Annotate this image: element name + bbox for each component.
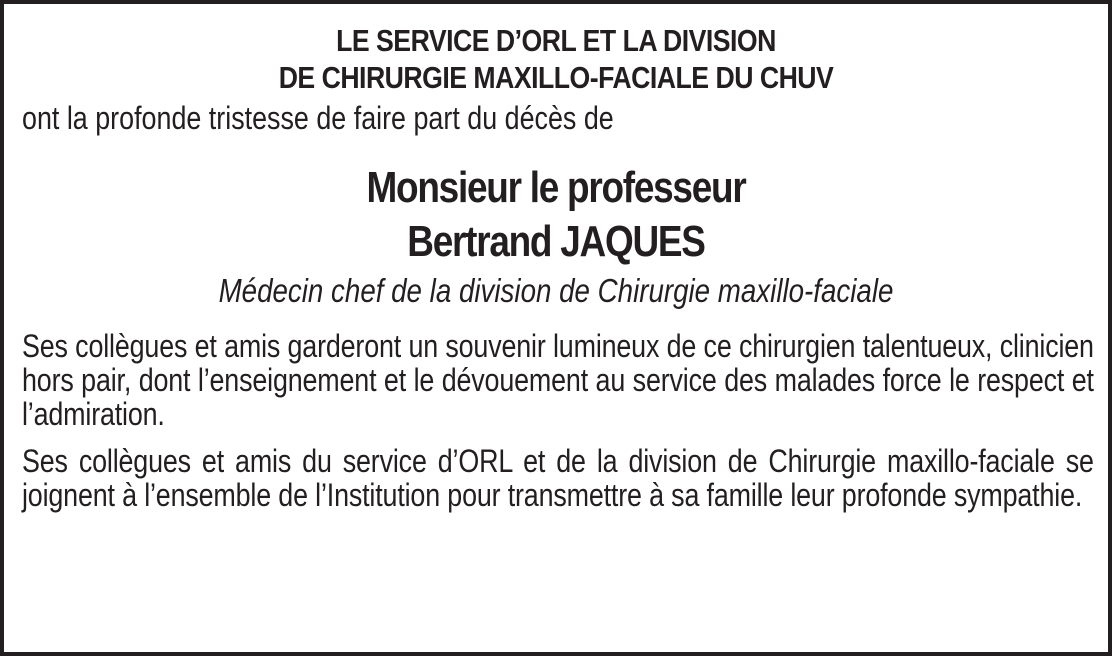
notice-header (97, 22, 1015, 96)
deceased-role: Médecin chef de la division de Chirurgie maxillo-faciale (218, 272, 894, 309)
deceased-name: Bertrand JAQUES (407, 217, 705, 266)
header-line-2: DE CHIRURGIE MAXILLO-FACIALE DU CHUV (278, 60, 834, 95)
deceased-title: Monsieur le professeur (366, 163, 746, 212)
tribute-paragraph-2: Ses collègues et amis du service d’ORL et de la division de Chirurgie maxillo-faciale se joignent à l’ensemble de l’Institution pour transmettre à sa famille leur profonde sympathie. (22, 443, 1094, 513)
deceased-name-block (107, 161, 1004, 269)
intro-text: ont la profonde tristesse de faire part du décès de (22, 100, 614, 136)
tribute-paragraph-1: Ses collègues et amis garderont un souvenir lumineux de ce chirurgien talentueux, clinicien hors pair, dont l’enseignement et le dévouement au service des malades force le respect et l’admiration. (22, 328, 1094, 432)
header-line-1: LE SERVICE D’ORL ET LA DIVISION (336, 23, 776, 58)
